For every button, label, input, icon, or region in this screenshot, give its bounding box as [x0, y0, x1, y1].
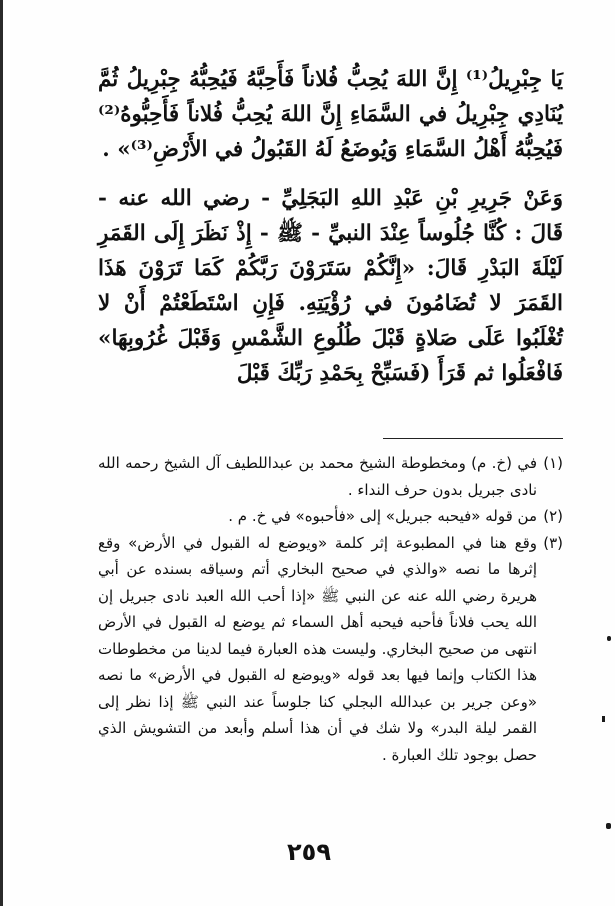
footnote-separator [383, 438, 563, 439]
footnote-2 [98, 503, 563, 530]
footnote-number: (١) [543, 454, 563, 472]
footnote-text: في (خ. م) ومخطوطة الشيخ محمد بن عبداللطيف آل الشيخ رحمه الله نادى جبريل بدون حرف النداء . [98, 454, 537, 499]
footnote-text: من قوله «فيحبه جبريل» إلى «فأحبوه» في خ. م . [228, 507, 537, 525]
scan-speck [602, 716, 605, 722]
main-paragraph-1: يَا جِبْرِيلُ⁽¹⁾ إِنَّ اللهَ يُحِبُّ فُلاناً فَأَحِبَّهُ فَيُحِبُّهُ جِبْرِيلُ ثُمَّ يُنَادِي جِبْرِيلُ في السَّمَاءِ إِنَّ اللهَ يُحِبُّ فُلاناً فَأَحِبُّوهُ⁽²⁾ فَيُحِبُّهُ أَهْلُ السَّمَاءِ وَيُوضَعُ لَهُ القَبُولُ في الأَرْضِ⁽³⁾» . [98, 67, 563, 162]
scan-speck [607, 636, 611, 641]
main-paragraph-2: وَعَنْ جَرِيرِ بْنِ عَبْدِ اللهِ البَجَلِيِّ - رضي الله عنه - قَالَ : كُنَّا جُلُوساً عِنْدَ النبيِّ - ﷺ - إِذْ نَظَرَ إِلَى القَمَرِ لَيْلَةَ البَدْرِ قَالَ: «إِنَّكُمْ سَتَرَوْنَ رَبَّكُمْ كَمَا تَرَوْنَ هَذَا القَمَرَ لا تُضَامُونَ في رُؤْيَتِهِ. فَإِنِ اسْتَطَعْتُمْ أَنْ لا تُغْلَبُوا عَلَى صَلاةٍ قَبْلَ طُلُوعِ الشَّمْسِ وَقَبْلَ غُرُوبِهَا» فَافْعَلُوا ثم قَرَأَ (فَسَبِّحْ بِحَمْدِ رَبِّكَ قَبْلَ [98, 186, 563, 386]
scan-speck [606, 823, 611, 829]
main-text-body [98, 62, 563, 391]
footnote-number: (٣) [543, 533, 563, 552]
footnote-text: وقع هنا في المطبوعة إثر كلمة «ويوضع له القبول في الأرض» وقع إثرها ما نصه «والذي في صحيح البخاري أتم وسياقه بسنده عن أبي هريرة رضي الله عنه عن النبي ﷺ «إذا أحب الله العبد نادى جبريل إن الله يحب فلاناً فأحبه فيحبه أهل السماء ثم يوضع له القبول في الأرض انتهى من صحيح البخاري. وليست هذه العبارة فيما لدينا من مخطوطات هذا الكتاب وإنما فيها بعد قوله «ويوضع له القبول في الأرض» ما نصه «وعن جرير بن عبدالله البجلي كنا جلوساً عند النبي ﷺ إذا نظر إلى القمر ليلة البدر» ولا شك في أن هذا أسلم وأبعد من التشويش الذي حصل بوجود تلك العبارة . [98, 533, 537, 764]
footnotes-section [98, 450, 563, 768]
page-number: ٢٥٩ [287, 838, 331, 866]
footnote-1 [98, 450, 563, 503]
footnote-3 [98, 530, 563, 769]
footnote-number: (٢) [543, 507, 563, 525]
